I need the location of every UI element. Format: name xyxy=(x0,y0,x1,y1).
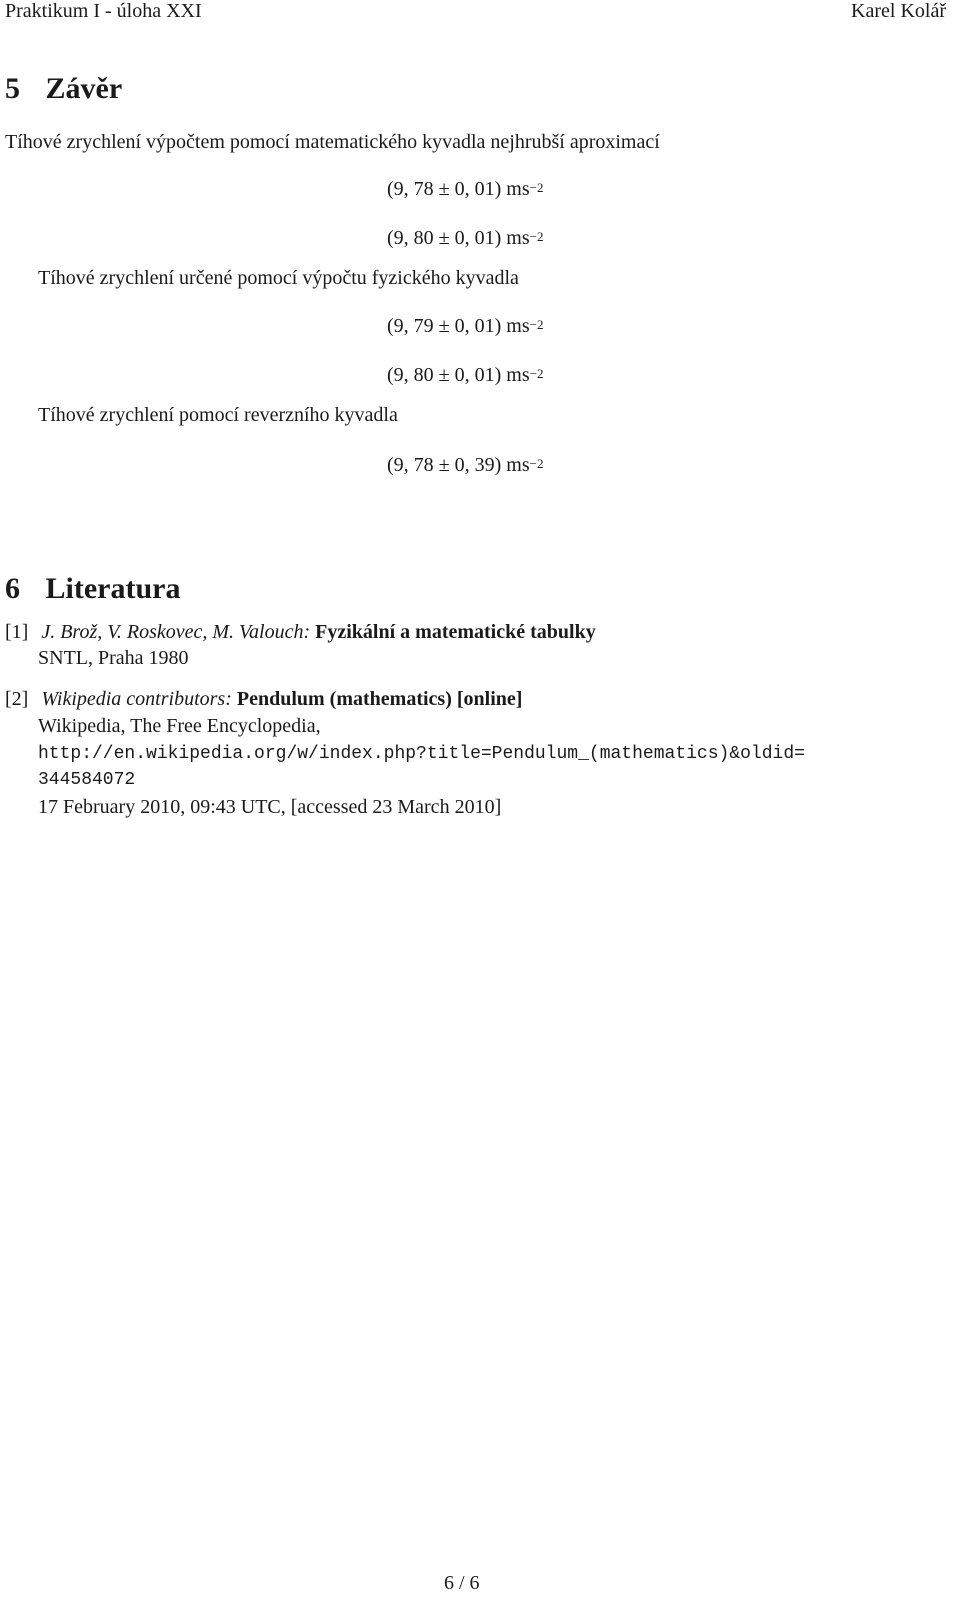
equation-4-exponent: −2 xyxy=(529,366,544,381)
reference-2-title: Pendulum (mathematics) [online] xyxy=(236,688,523,710)
equation-1-value: (9, 78 ± 0, 01) ms xyxy=(387,178,530,200)
reference-1-authors: J. Brož, V. Roskovec, M. Valouch: xyxy=(41,621,311,643)
equation-3-exponent: −2 xyxy=(529,317,544,332)
reversible-pendulum-label: Tíhové zrychlení pomocí reverzního kyvadla xyxy=(38,404,398,426)
equation-4 xyxy=(387,364,543,387)
header-right: Karel Kolář xyxy=(851,0,946,22)
section-6-number: 6 xyxy=(5,572,20,605)
equation-2-value: (9, 80 ± 0, 01) ms xyxy=(387,227,530,249)
section-5-number: 5 xyxy=(5,72,20,105)
section-6-heading xyxy=(5,572,180,606)
section-5-heading xyxy=(5,72,122,106)
reference-2-url-continued[interactable]: 344584072 xyxy=(38,770,136,790)
conclusion-intro: Tíhové zrychlení výpočtem pomocí matematického kyvadla nejhrubší aproximací xyxy=(5,131,660,153)
equation-2-exponent: −2 xyxy=(529,229,544,244)
section-5-title: Závěr xyxy=(45,72,123,105)
reference-1-number: [1] xyxy=(5,621,29,643)
equation-3-value: (9, 79 ± 0, 01) ms xyxy=(387,315,530,337)
header-left: Praktikum I - úloha XXI xyxy=(5,0,202,22)
equation-1-exponent: −2 xyxy=(529,180,544,195)
equation-5-value: (9, 78 ± 0, 39) ms xyxy=(387,454,530,476)
physical-pendulum-label: Tíhové zrychlení určené pomocí výpočtu fyzického kyvadla xyxy=(38,267,519,289)
reference-1-publisher: SNTL, Praha 1980 xyxy=(38,647,189,669)
equation-5 xyxy=(387,454,543,477)
reference-2-authors: Wikipedia contributors: xyxy=(41,688,232,710)
reference-2-number: [2] xyxy=(5,688,29,710)
page-number: 6 / 6 xyxy=(444,1572,480,1594)
reference-2-url[interactable]: http://en.wikipedia.org/w/index.php?title=Pendulum_(mathematics)&oldid= xyxy=(38,744,805,764)
equation-5-exponent: −2 xyxy=(529,456,544,471)
section-6-title: Literatura xyxy=(45,572,181,605)
reference-2 xyxy=(5,688,522,711)
equation-3 xyxy=(387,315,543,338)
equation-1 xyxy=(387,178,543,201)
reference-2-publisher: Wikipedia, The Free Encyclopedia, xyxy=(38,715,321,737)
equation-4-value: (9, 80 ± 0, 01) ms xyxy=(387,364,530,386)
reference-1-title: Fyzikální a matematické tabulky xyxy=(315,621,596,643)
reference-1 xyxy=(5,621,596,644)
reference-2-date: 17 February 2010, 09:43 UTC, [accessed 23 March 2010] xyxy=(38,796,502,818)
equation-2 xyxy=(387,227,543,250)
